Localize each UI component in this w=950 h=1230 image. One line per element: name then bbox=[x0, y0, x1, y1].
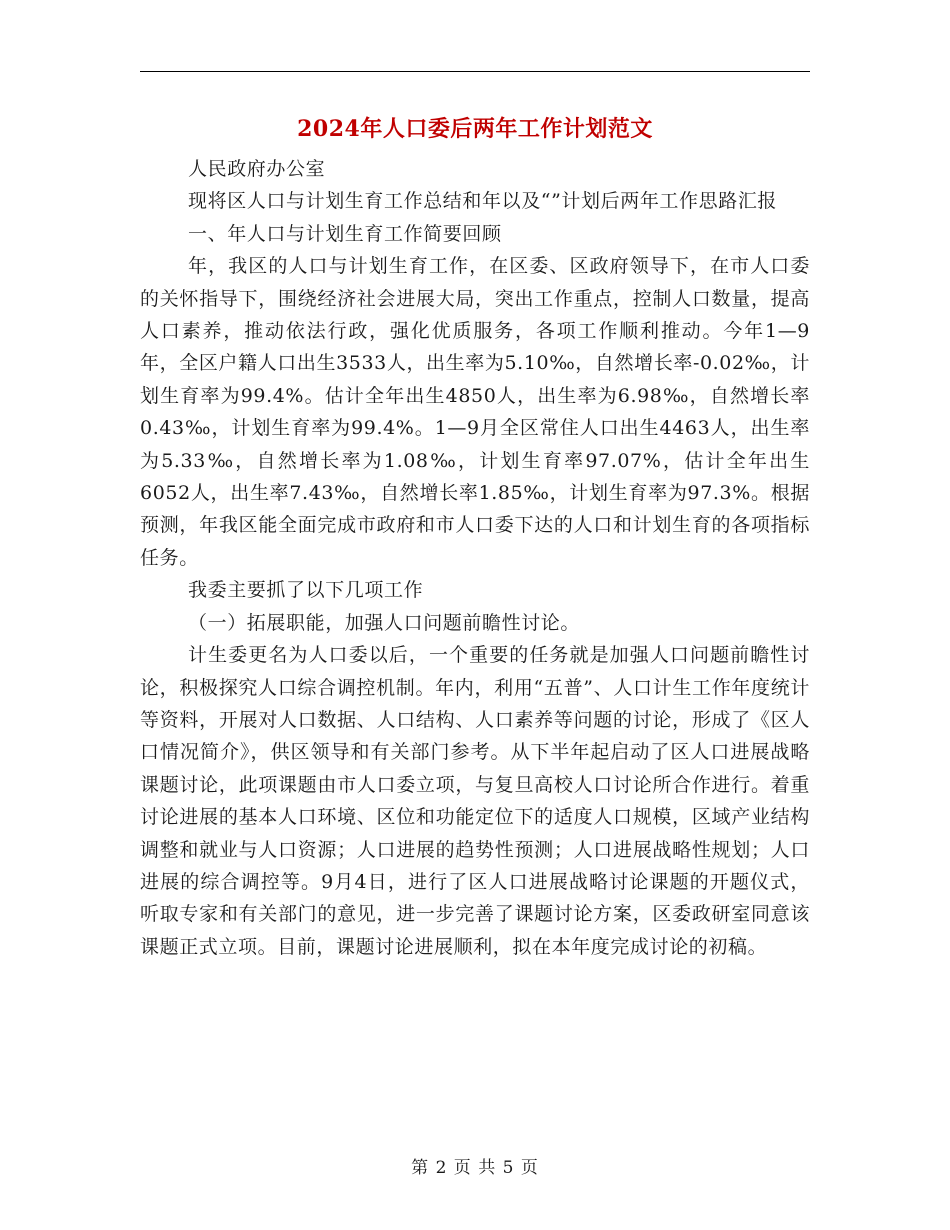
section-heading-review: 一、年人口与计划生育工作简要回顾 bbox=[188, 222, 502, 245]
header-rule bbox=[140, 71, 810, 72]
paragraph-research: 计生委更名为人口委以后，一个重要的任务就是加强人口问题前瞻性讨论，积极探究人口综合调控机制。年内，利用“五普”、人口计生工作年度统计等资料，开展对人口数据、人口结构、人口素养等问题的讨论，形成了《区人口情况简介》，供区领导和有关部门参考。从下半年起启动了区人口进展战略课题讨论，此项课题由市人口委立项，与复旦高校人口讨论所合作进行。着重讨论进展的基本人口环境、区位和功能定位下的适度人口规模，区域产业结构调整和就业与人口资源；人口进展的趋势性预测；人口进展战略性规划；人口进展的综合调控等。9月4日，进行了区人口进展战略讨论课题的开题仪式，听取专家和有关部门的意见，进一步完善了课题讨论方案，区委政研室同意该课题正式立项。目前，课题讨论进展顺利，拟在本年度完成讨论的初稿。 bbox=[140, 644, 810, 958]
paragraph-addressee: 人民政府办公室 bbox=[188, 158, 326, 180]
paragraph-intro: 现将区人口与计划生育工作总结和年以及“”计划后两年工作思路汇报 bbox=[188, 190, 778, 213]
paragraph-statistics: 年，我区的人口与计划生育工作，在区委、区政府领导下，在市人口委的关怀指导下，围绕经济社会进展大局，突出工作重点，控制人口数量，提高人口素养，推动依法行政，强化优质服务，各项工作顺利推动。今年1—9年，全区户籍人口出生3533人，出生率为5.10‰，自然增长率-0.02‰，计划生育率为99.4%。估计全年出生4850人，出生率为6.98‰，自然增长率0.43‰，计划生育率为99.4%。1—9月全区常住人口出生4463人，出生率为5.33‰，自然增长率为1.08‰，计划生育率97.07%，估计全年出生6052人，出生率7.43‰，自然增长率1.85‰，计划生育率为97.3%。根据预测，年我区能全面完成市政府和市人口委下达的人口和计划生育的各项指标任务。 bbox=[140, 255, 810, 569]
paragraph-work-intro: 我委主要抓了以下几项工作 bbox=[188, 579, 424, 602]
page-number: 第 2 页 共 5 页 bbox=[411, 1158, 539, 1178]
subheading-expand-functions: （一）拓展职能，加强人口问题前瞻性讨论。 bbox=[188, 611, 581, 634]
document-body bbox=[140, 153, 810, 963]
document-title: 2024年人口委后两年工作计划范文 bbox=[297, 116, 653, 142]
